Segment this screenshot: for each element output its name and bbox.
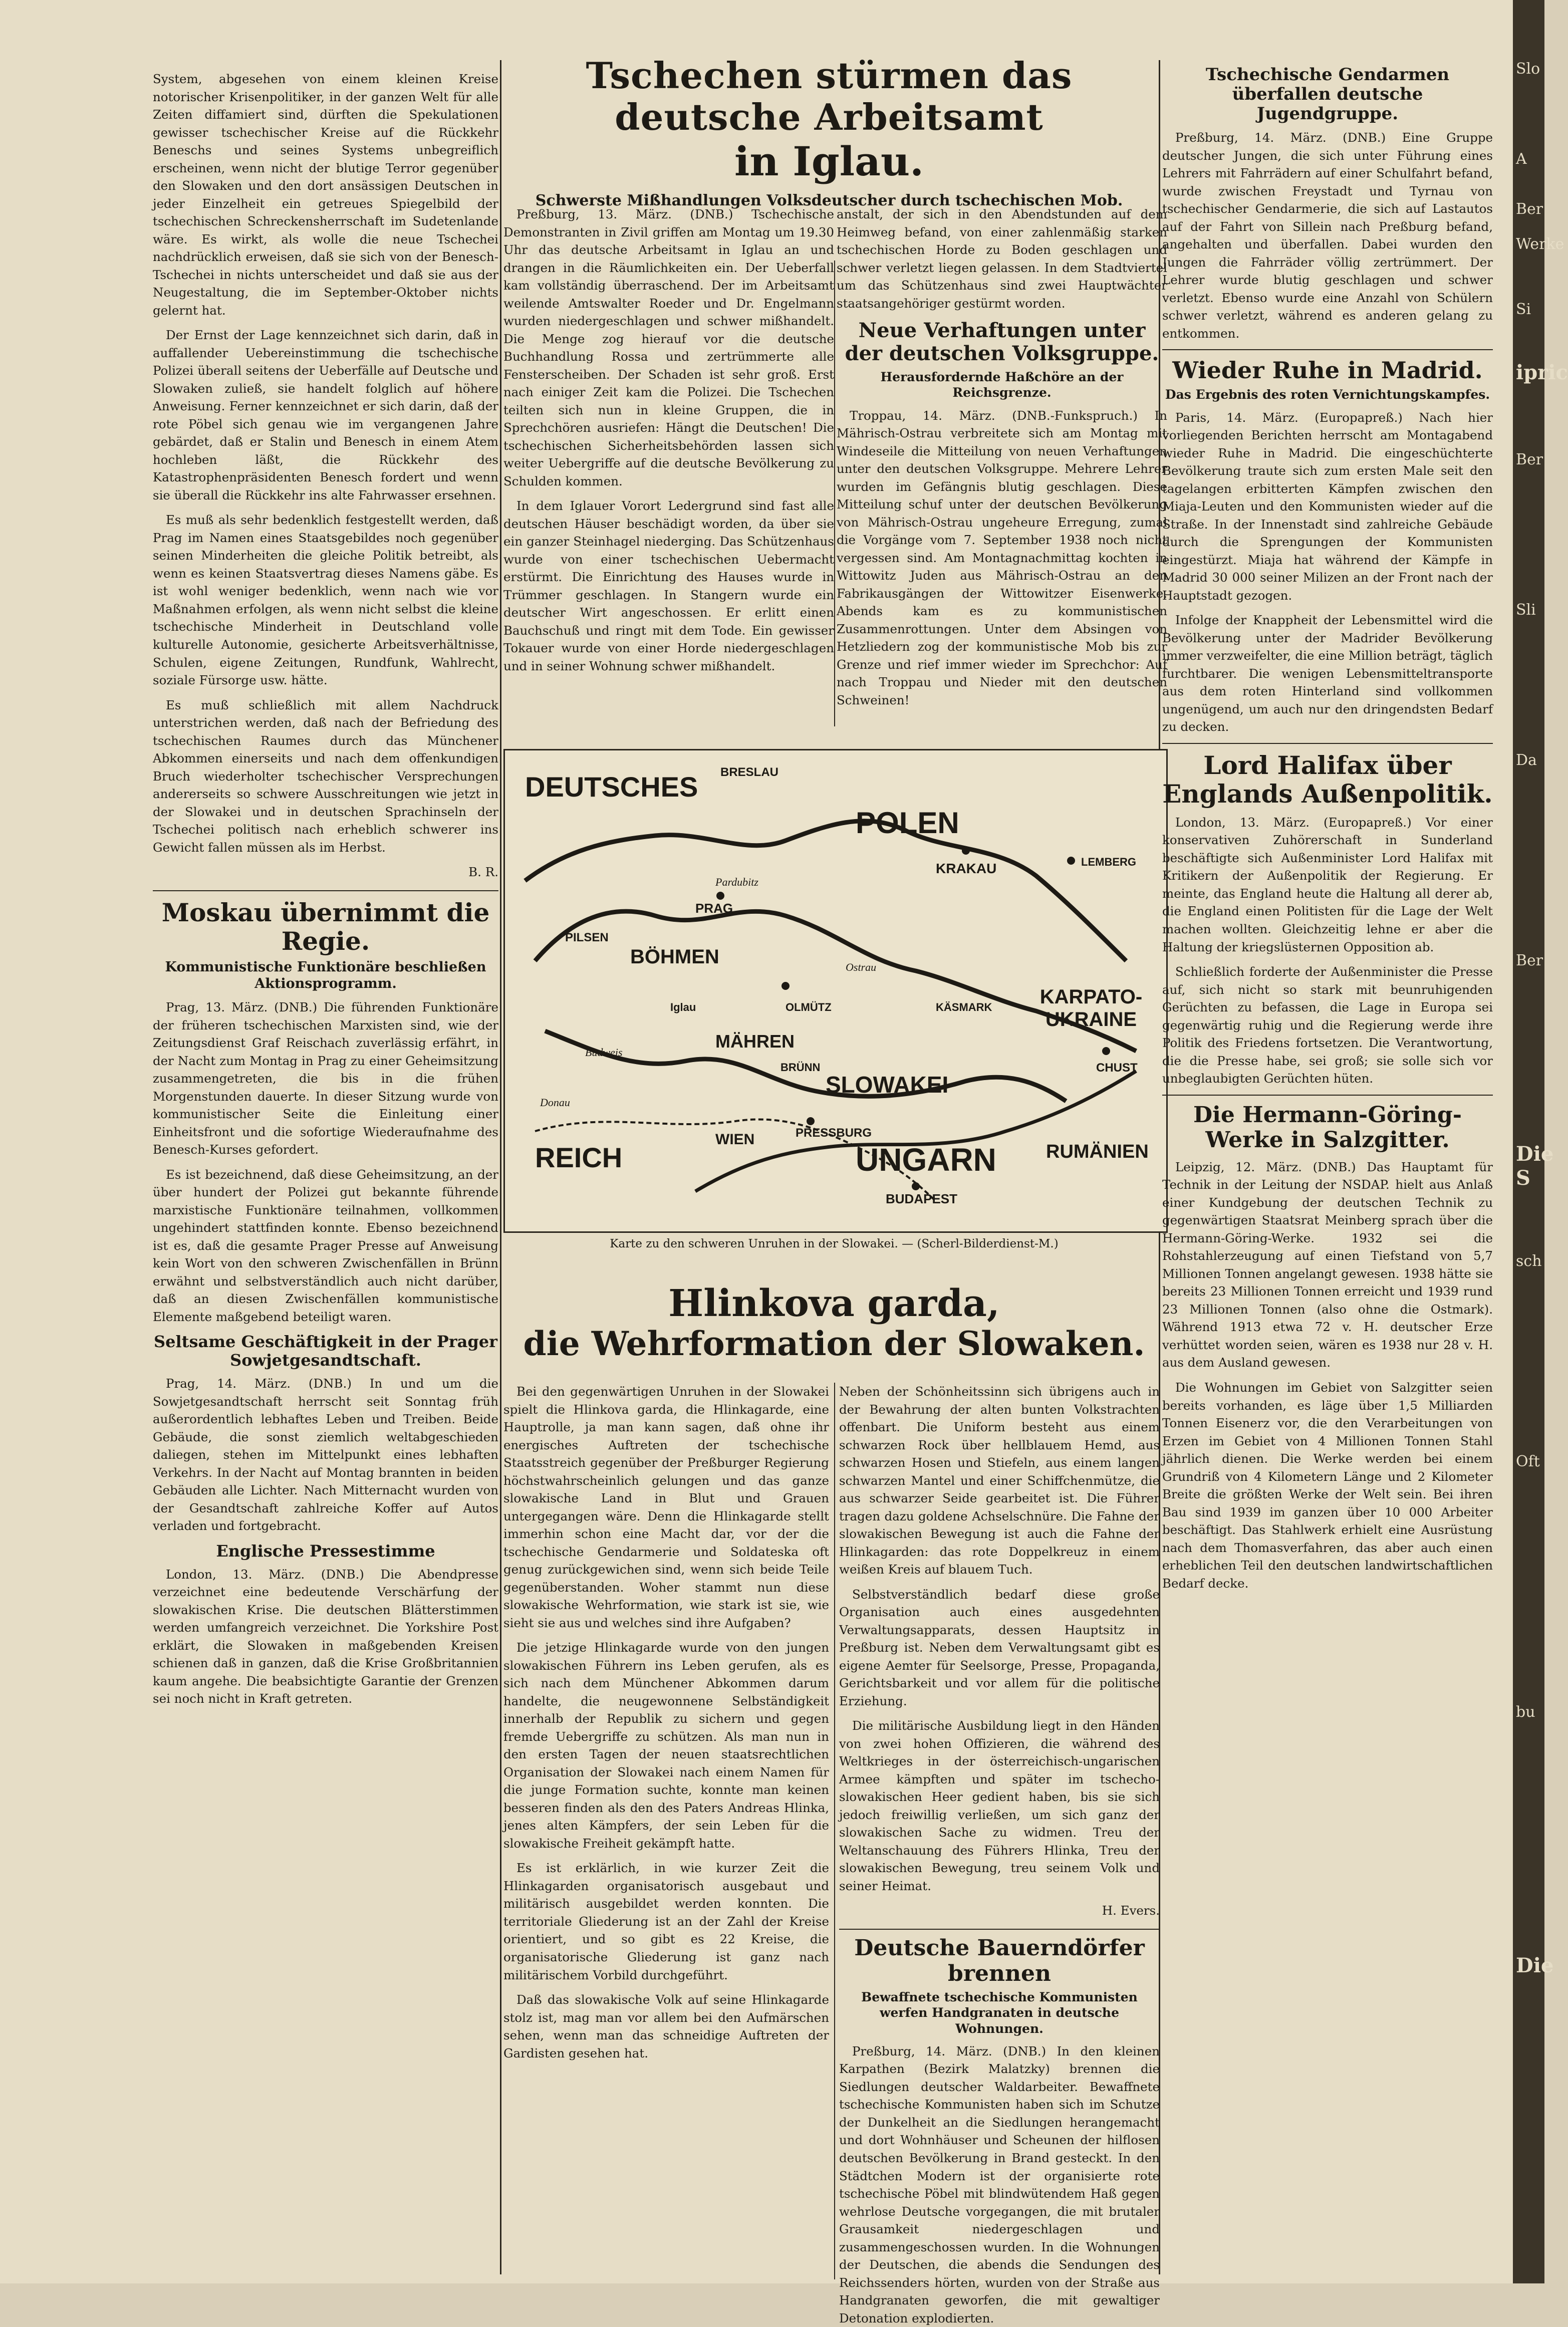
map-caption: Karte zu den schweren Unruhen in der Slowakei. — (Scherl-Bilderdienst-M.): [610, 1237, 1059, 1250]
article-text: Prag, 13. März. (DNB.) Die führenden Funktionäre der früheren tschechischen Marxisten sind, wie der Zeitungsdienst Graf Reischach zuverlässig erfährt, in der Nacht zum Montag in Prag zu einer Geheimsitzung zusammengetreten, die bis in die frühen Morgenstunden dauerte. In dieser Sitzung wurde von kommunistischer Seite die Einleitung einer Einheitsfront und die sofortige Wiederaufnahme des Benesch-Kurses gefordert.: [153, 1000, 498, 1157]
main-headline-line: in Iglau.: [734, 137, 924, 185]
article-headline: Seltsame Geschäftigkeit in der Prager Sowjetgesandtschaft.: [154, 1332, 497, 1370]
article-text: Infolge der Knappheit der Lebensmittel wird die Bevölkerung unter der Madrider Bevölkerung immer verzweifelter, die eine Million beträgt, täglich furchtbarer. Die wenigen Lebensmitteltransporte aus dem roten Hinterland sind vollkommen ungenügend, um auch nur den dringendsten Bedarf zu decken.: [1162, 613, 1493, 734]
edge-fragment: Si: [1516, 301, 1531, 318]
article-headline: Wieder Ruhe in Madrid.: [1172, 357, 1483, 384]
map-label: KRAKAU: [936, 861, 997, 876]
map-label: PILSEN: [565, 931, 609, 944]
main-subheadline: Schwerste Mißhandlungen Volksdeutscher durch tschechischen Mob.: [535, 191, 1123, 209]
article-text: Selbstverständlich bedarf diese große Organisation auch eines ausgedehnten Verwaltungsapparats, dessen Hauptsitz in Preßburg ist. Neben dem Verwaltungsamt gibt es eigene Aemter für Seelsorge, Presse, Propaganda, Gerichtsbarkeit und vor allem für die politische Erziehung.: [839, 1587, 1160, 1708]
slovakia-map: [503, 749, 1168, 1233]
hlinka-article-col-a: [503, 1383, 829, 2274]
article-headline: Neue Verhaftungen unter der deutschen Volksgruppe.: [845, 319, 1159, 366]
article-headline: Deutsche Bauerndörfer brennen: [854, 1935, 1145, 1986]
headline-line: Hlinkova garda,: [668, 1282, 1000, 1325]
column-3: [837, 205, 1167, 736]
article-subheadline: Kommunistische Funktionäre beschließen Aktionsprogramm.: [165, 959, 486, 992]
article-subheadline: Das Ergebnis des roten Vernichtungskampfes.: [1165, 387, 1490, 402]
article-text: Preßburg, 13. März. (DNB.) Tschechische Demonstranten in Zivil griffen am Montag um 19.30 Uhr das deutsche Arbeitsamt in Iglau an und drangen in die Räumlichkeiten ein. Der Ueberfall kam vollständig überraschend. Der im Arbeitsamt weilende Amtswalter Roeder und Dr. Engelmann wurden niedergeschlagen und schwer mißhandelt. Die Menge zog hierauf vor die deutsche Buchhandlung Rossa und zertrümmerte alle Fensterscheiben. Der Schaden ist sehr groß. Erst nach einiger Zeit kam die Polizei. Die Tschechen teilten sich nun in kleine Gruppen, die in Sprechchören ausriefen: Hängt die Deutschen! Die tschechischen Sicherheitsbehörden lassen sich weiter Uebergriffe auf die deutsche Bevölkerung zu Schulden kommen.: [503, 207, 834, 488]
article-subheadline: Bewaffnete tschechische Kommunisten werfen Handgranaten in deutsche Wohnungen.: [861, 1990, 1138, 2036]
article-text: Preßburg, 14. März. (DNB.) Eine Gruppe deutscher Jungen, die sich unter Führung eines Lehrers mit Fahrrädern auf einer Schulfahrt befand, wurde zwischen Freystadt und Tyrnau von tschechischer Gendarmerie, die sich auf Lastautos auf der Fahrt von Sillein nach Preßburg befand, angehalten und überfallen. Dabei wurden den Jungen die Fahrräder völlig zertrümmert. Der Lehrer wurde blutig geschlagen und schwer verletzt. Ebenso wurde eine Anzahl von Schülern schwer verletzt, während es anderen gelang zu entkommen.: [1162, 130, 1493, 341]
article-text: London, 13. März. (Europapreß.) Vor einer konservativen Zuhörerschaft in Sunderland beschäftigte sich Außenminister Lord Halifax mit Kritikern der Außenpolitik der Regierung. Er meinte, das England heute die Haltung all derer ab, die England einen Politisten für die Lage der Welt machen wollten. Gleichzeitig lehne er aber die Haltung der kriegslüsternen Opposition ab.: [1162, 815, 1493, 954]
edge-fragment: Die S: [1516, 1142, 1554, 1190]
map-label: BRESLAU: [720, 765, 779, 779]
article-text: Die militärische Ausbildung liegt in den Händen von zwei hohen Offizieren, die während des Weltkrieges in der österreichisch-ungarischen Armee kämpften und später im tschecho-slowakischen Heer gedient haben, bis sie sich jedoch freiwillig verließen, um sich ganz der slowakischen Sache zu widmen. Treu der Weltanschauung des Führers Hlinka, Treu der slowakischen Bewegung, treu seinem Volk und seiner Heimat.: [839, 1718, 1160, 1893]
article-text: Prag, 14. März. (DNB.) In und um die Sowjetgesandtschaft herrscht seit Sonntag früh außerordentlich lebhaftes Leben und Treiben. Beide Gebäude, die sonst ziemlich weltabgeschieden daliegen, stehen im Mittelpunkt eines lebhaften Verkehrs. In der Nacht auf Montag brannten in beiden Gebäuden alle Lichter. Nach Mitternacht wurden von der Gesandtschaft zahlreiche Koffer auf Autos verladen und fortgebracht.: [153, 1376, 498, 1533]
article-text: Paris, 14. März. (Europapreß.) Nach hier vorliegenden Berichten herrscht am Montagabend wieder Ruhe in Madrid. Die eingeschüchterte Bevölkerung traute sich zum ersten Male seit den tagelangen erbitterten Kämpfen zwischen den Miaja-Leuten und den Kommunisten wieder auf die Straße. In der Innenstadt sind zahlreiche Gebäude durch die Sprengungen der Kommunisten eingestürzt. Miaja hat während der Kämpfe in Madrid 30 000 seiner Milizen an der Front nach der Hauptstadt gezogen.: [1162, 410, 1493, 603]
author-signature: H. Evers.: [1102, 1903, 1160, 1918]
edge-fragment: A: [1516, 150, 1527, 168]
article-headline: Lord Halifax über Englands Außenpolitik.: [1162, 750, 1493, 809]
main-headline-line: Tschechen stürmen das deutsche Arbeitsamt: [586, 54, 1073, 138]
article-text: Es ist bezeichnend, daß diese Geheimsitzung, an der über hundert der Polizei gut bekannte führende marxistische Funktionäre teilnahmen, vollkommen ungehindert stattfinden konnte. Ebenso bezeichnend ist es, daß die gesamte Prager Presse auf Anweisung kein Wort von den schweren Zwischenfällen in Brünn erwähnt und selbstverständlich auch nicht darüber, daß an diesen Zwischenfällen kommunistische Elemente maßgebend beteiligt waren.: [153, 1167, 498, 1324]
map-label: RUMÄNIEN: [1046, 1141, 1149, 1162]
edge-fragment: Ber: [1516, 200, 1543, 218]
edge-fragment: Ber: [1516, 952, 1543, 969]
city-marker: [781, 982, 790, 990]
map-label: PRESSBURG: [796, 1126, 872, 1140]
divider: [153, 890, 498, 891]
map-label: SLOWAKEI: [826, 1072, 949, 1098]
article-headline: Englische Pressestimme: [216, 1541, 435, 1561]
map-label: CHUST: [1096, 1061, 1138, 1075]
edge-fragment: Werke: [1516, 235, 1564, 253]
city-marker: [716, 892, 724, 900]
map-label: BRÜNN: [780, 1061, 821, 1074]
column-rule: [834, 1383, 835, 2279]
edge-fragment: ipric: [1516, 361, 1568, 384]
map-label: Iglau: [670, 1001, 696, 1013]
edge-fragment: Ber: [1516, 451, 1543, 468]
edge-fragment: Da: [1516, 751, 1537, 769]
map-label: POLEN: [856, 806, 959, 840]
article-text: Die Wohnungen im Gebiet von Salzgitter seien bereits vorhanden, es läge über 1,5 Milliarden Tonnen Eisenerz vor, die den Verarbeitungen von Erzen im Gebiet von 4 Millionen Tonnen Stahl jährlich dienen. Die Werke werden bei einem Grundriß von 4 Kilometern Länge und 2 Kilometer Breite die größten Werke der Welt sein. Bei ihren Bau sind 1939 im ganzen über 10 000 Arbeiter beschäftigt. Das Stahlwerk erhielt eine Ausrüstung nach dem Thomasverfahren, das aber auch einen erheblichen Teil den deutschen landwirtschaftlichen Bedarf decke.: [1162, 1380, 1493, 1591]
article-text: Leipzig, 12. März. (DNB.) Das Hauptamt für Technik in der Leitung der NSDAP. hielt aus Anlaß einer Kundgebung der deutschen Technik zu gegenwärtigen Staatsrat Meinberg sprach über die Hermann-Göring-Werke. 1932 sei die Rohstahlerzeugung auf einen Tiefstand von 5,7 Millionen Tonnen angelangt gewesen. 1938 hätte sie bereits 23 Millionen Tonnen erreicht und 1939 rund 23 Millionen Tonnen (also ohne die Ostmark). Während 1913 etwa 72 v. H. deutscher Erze verhüttet worden seien, wären es 1938 nur 28 v. H. aus dem Ausland gewesen.: [1162, 1159, 1493, 1370]
divider: [1162, 1095, 1493, 1096]
article-text: Preßburg, 14. März. (DNB.) In den kleinen Karpathen (Bezirk Malatzky) brennen die Siedlungen deutscher Waldarbeiter. Bewaffnete tschechische Kommunisten haben sich im Schutze der Dunkelheit an die Siedlungen herangemacht und dort Wohnhäuser und Scheunen der hilflosen deutschen Bevölkerung in Brand gesteckt. In den Städtchen Modern ist der organisierte rote tschechische Pöbel mit blindwütendem Haß gegen wehrlose Deutsche vorgegangen, die mit brutaler Grausamkeit niedergeschlagen und zusammengeschossen wurden. In die Wohnungen der Deutschen, die abends die Sendungen des Reichssenders hörten, wurden von der Straße aus Handgranaten geworfen, die mit gewaltiger Detonation explodierten.: [839, 2043, 1160, 2325]
article-headline: Tschechische Gendarmen überfallen deutsche Jugendgruppe.: [1205, 65, 1450, 124]
map-label: LEMBERG: [1081, 856, 1136, 868]
article-text: Neben der Schönheitssinn sich übrigens auch in der Bewahrung der alten bunten Volkstrachten offenbart. Die Uniform besteht aus einem schwarzen Rock über hellblauem Hemd, aus schwarzen Hosen und Stiefeln, aus einem langen schwarzen Mantel und einer Schiffchenmütze, die aus schwarzer Seide gearbeitet ist. Die Führer tragen dazu goldene Achselschnüre. Die Fahne der slowakischen Bewegung ist auch die Fahne der Hlinkagarden: das rote Doppelkreuz in einem weißen Kreis auf blauem Tuch.: [839, 1384, 1160, 1577]
edge-fragment: Sli: [1516, 601, 1536, 619]
city-marker: [962, 847, 970, 855]
map-label: MÄHREN: [715, 1031, 795, 1052]
article-headline: Moskau übernimmt die Regie.: [161, 897, 490, 956]
article-subheadline: Herausfordernde Haßchöre an der Reichsgrenze.: [880, 370, 1124, 400]
article-text: London, 13. März. (DNB.) Die Abendpresse verzeichnet eine bedeutende Verschärfung der slowakischen Krise. Die deutschen Blätterstimmen werden umfangreich verzeichnet. Die Yorkshire Post erklärt, die Slowaken in maßgebenden Kreisen schienen daß in ganzen, daß die Krise Großbritannien kaum angehe. Die beabsichtigte Garantie der Grenzen sei noch nicht in Kraft getreten.: [153, 1567, 498, 1706]
map-label: BÖHMEN: [630, 946, 719, 968]
edge-fragment: sch: [1516, 1252, 1542, 1270]
author-signature: B. R.: [468, 865, 498, 880]
column-rule: [500, 60, 501, 2274]
map-label: KARPATO-UKRAINE: [1039, 986, 1143, 1030]
city-marker: [1102, 1047, 1110, 1055]
edge-fragment: bu: [1516, 1703, 1535, 1721]
article-text: anstalt, der sich in den Abendstunden auf dem Heimweg befand, von einer zahlenmäßig starken tschechischen Horde zu Boden geschlagen und schwer verletzt liegen gelassen. In dem Stadtviertel um das Schützenhaus sind zwei Hauptwächter staatsangehöriger gestürmt worden.: [837, 207, 1167, 311]
map-label: Budweis: [585, 1046, 623, 1059]
article-text: Bei den gegenwärtigen Unruhen in der Slowakei spielt die Hlinkova garda, die Hlinkagarde, eine Hauptrolle, ja man kann sagen, daß ohne ihr energisches Auftreten der tschechische Staatsstreich gegenüber der Preßburger Regierung höchstwahrscheinlich gelungen und das ganze slowakische Land in Blut und Grauen untergegangen wäre. Denn die Hlinkagarde stellt immerhin schon eine Macht dar, vor der die tschechische Gendarmerie und Soldateska oft genug zurückgewichen sind, wenn sich beide Teile gegenüberstanden. Woher stammt nun diese slowakische Wehrformation, wie stark ist sie, wie sieht sie aus und welches sind ihre Aufgaben?: [503, 1384, 829, 1630]
article-text: Der Ernst der Lage kennzeichnet sich darin, daß in auffallender Uebereinstimmung die tschechische Polizei überall seitens der Ueberfälle auf Deutsche und Slowaken zuließ, sie handelt folglich auf höhere Anweisung. Ferner kennzeichnet er sich darin, daß der rote Pöbel sich genau wie im vergangenen Jahre gebärdet, daß er Stalin und Benesch in einem Atem hochleben läßt, die Rückkehr des Katastrophenpräsidenten Benesch fordert und wenn sie überall die Rückkehr ins alte Fahrwasser ersehnen.: [153, 328, 498, 502]
article-text: Es muß schließlich mit allem Nachdruck unterstrichen werden, daß nach der Befriedung des tschechischen Raumes durch das Münchener Abkommen einerseits und nach dem offenkundigen Bruch wiederholter tschechischer Versprechungen andererseits so schwere Ausschreitungen wie jetzt in der Slowakei und in deutschen Sprachinseln der Tschechei politisch nach erheblich schwerer ins Gewicht fallen müssen als im Herbst.: [153, 697, 498, 855]
article-text: Es ist erklärlich, in wie kurzer Zeit die Hlinkagarden organisatorisch ausgebaut und militärisch ausgebildet werden konnten. Die territoriale Gliederung ist an der Zahl der Kreise orientiert, und so gibt es 22 Kreise, die organisatorische Gliederung ist ganz nach militärischem Vorbild durchgeführt.: [503, 1861, 829, 1982]
article-text: Daß das slowakische Volk auf seine Hlinkagarde stolz ist, mag man vor allem bei den Aufmärschen sehen, wenn man das schneidige Auftreten der Gardisten gesehen hat.: [503, 1992, 829, 2060]
map-label: BUDAPEST: [886, 1191, 958, 1206]
map-label: OLMÜTZ: [786, 1001, 832, 1013]
hlinka-headline: [503, 1282, 1165, 1363]
hlinka-article-col-b: [839, 1383, 1160, 2325]
main-headline: [503, 55, 1155, 216]
article-headline: Die Hermann-Göring-Werke in Salzgitter.: [1193, 1102, 1462, 1153]
border-line: [525, 821, 1126, 961]
map-label: PRAG: [695, 901, 733, 916]
city-marker: [912, 1182, 920, 1190]
divider: [1162, 743, 1493, 744]
edge-fragment: Slo: [1516, 60, 1540, 78]
edge-fragment: Oft: [1516, 1453, 1540, 1470]
map-label: UNGARN: [856, 1142, 996, 1178]
map-label: REICH: [535, 1142, 623, 1173]
adjacent-page-edge: [1513, 0, 1568, 2283]
map-label: WIEN: [715, 1131, 755, 1148]
divider: [839, 1929, 1160, 1930]
article-text: Es muß als sehr bedenklich festgestellt werden, daß Prag im Namen eines Staatsgebildes noch gegenüber seinen Minderheiten die gleiche Politik betreibt, als wenn es keinen Staatsvertrag dieses Namens gäbe. Es ist wohl weniger bedenklich, wenn nach wie vor Maßnahmen erfolgen, als wenn nicht selbst die kleine tschechische Minderheit in Deutschland volle kulturelle Autonomie, gesicherte Arbeitsverhältnisse, Schulen, eigene Zeitungen, Rundfunk, Wahlrecht, soziale Fürsorge usw. hätte.: [153, 512, 498, 688]
article-text: Schließlich forderte der Außenminister die Presse auf, sich nicht so stark mit beunruhigenden Gerüchten zu befassen, die Lage in Europa sei gegenwärtig ruhig und die Regierung werde ihre Politik des Friedens fortsetzen. Die Verantwortung, die die Presse habe, sei groß; sie solle sich vor unbeglaubigten Gerüchten hüten.: [1162, 964, 1493, 1086]
column-4: [1162, 65, 1493, 2269]
divider: [1162, 349, 1493, 350]
map-label: Pardubitz: [715, 876, 758, 888]
article-text: Troppau, 14. März. (DNB.-Funkspruch.) In Mährisch-Ostrau verbreitete sich am Montag mit Windeseile die Mitteilung von neuen Verhaftungen unter den deutschen Volksgruppe. Mehrere Lehrer wurden im Gefängnis blutig geschlagen. Diese Mitteilung schuf unter der deutschen Bevölkerung von Mährisch-Ostrau ungeheure Erregung, zumal die Vorgänge vom 7. September 1938 noch nicht vergessen sind. Am Montagnachmittag kochten in Wittowitz Juden aus Mährisch-Ostrau an den Fabrikausgängen der Wittowitzer Eisenwerke. Abends kam es zu kommunistischen Zusammenrottungen. Unter dem Absingen von Hetzliedern zog der kommunistische Mob bis zur Grenze und rief immer wieder im Sprechchor: Auf nach Troppau und Nieder mit den deutschen Schweinen!: [837, 408, 1167, 707]
city-marker: [807, 1117, 815, 1125]
article-text: In dem Iglauer Vorort Ledergrund sind fast alle deutschen Häuser beschädigt worden, da über sie ein ganzer Steinhagel niederging. Das Schützenhaus wurde von einer tschechischen Uebermacht erstürmt. Die Einrichtung des Hauses wurde in Trümmer geschlagen. In Stangern wurde ein deutscher Wirt angeschossen. Er erlitt einen Bauchschuß und ringt mit dem Tode. Ein gewisser Tokauer wurde von einer Horde niedergeschlagen und in seiner Wohnung schwer mißhandelt.: [503, 498, 834, 673]
map-label: KÄSMARK: [936, 1001, 992, 1013]
article-text: System, abgesehen von einem kleinen Kreise notorischer Krisenpolitiker, in der ganzen Welt für alle Zeiten diffamiert sind, dürften die Spekulationen gewisser tschechischer Kreise auf die Rückkehr Beneschs und seines Systems unbegreiflich erscheinen, wenn nicht der blutige Terror gegenüber den Slowaken und den dort ansässigen Deutschen in jeder Einzelheit ein getreues Spiegelbild der tschechischen Schreckensherrschaft im Sudetenlande wäre. Es wirkt, als wolle die neue Tschechei nachdrücklich erweisen, daß sie sich von der Benesch-Tschechei in nichts unterscheidet und daß sie aus der Neugestaltung, die im September-Oktober nichts gelernt hat.: [153, 72, 498, 318]
headline-line: die Wehrformation der Slowaken.: [523, 1324, 1145, 1364]
column-2: [503, 205, 834, 736]
column-rule: [834, 261, 835, 726]
map-label: DEUTSCHES: [525, 771, 698, 803]
article-text: Die jetzige Hlinkagarde wurde von den jungen slowakischen Führern ins Leben gerufen, als es sich nach dem Münchener Abkommen darum handelte, die neugewonnene Selbständigkeit innerhalb der Republik zu sichern und gegen fremde Uebergriffe zu schützen. Als man nun in den ersten Tagen der neuen staatsrechtlichen Organisation der Slowakei nach einem Namen für die junge Formation suchte, konnte man keinen besseren finden als den des Paters Andreas Hlinka, jenes alten Kämpfers, der sein Leben für die slowakische Freiheit gekämpft hatte.: [503, 1640, 829, 1851]
map-label: Ostrau: [846, 961, 877, 973]
edge-fragment: Die: [1516, 1954, 1554, 1977]
city-marker: [1067, 857, 1075, 865]
column-1: [153, 70, 498, 2264]
map-label: Donau: [540, 1096, 570, 1109]
